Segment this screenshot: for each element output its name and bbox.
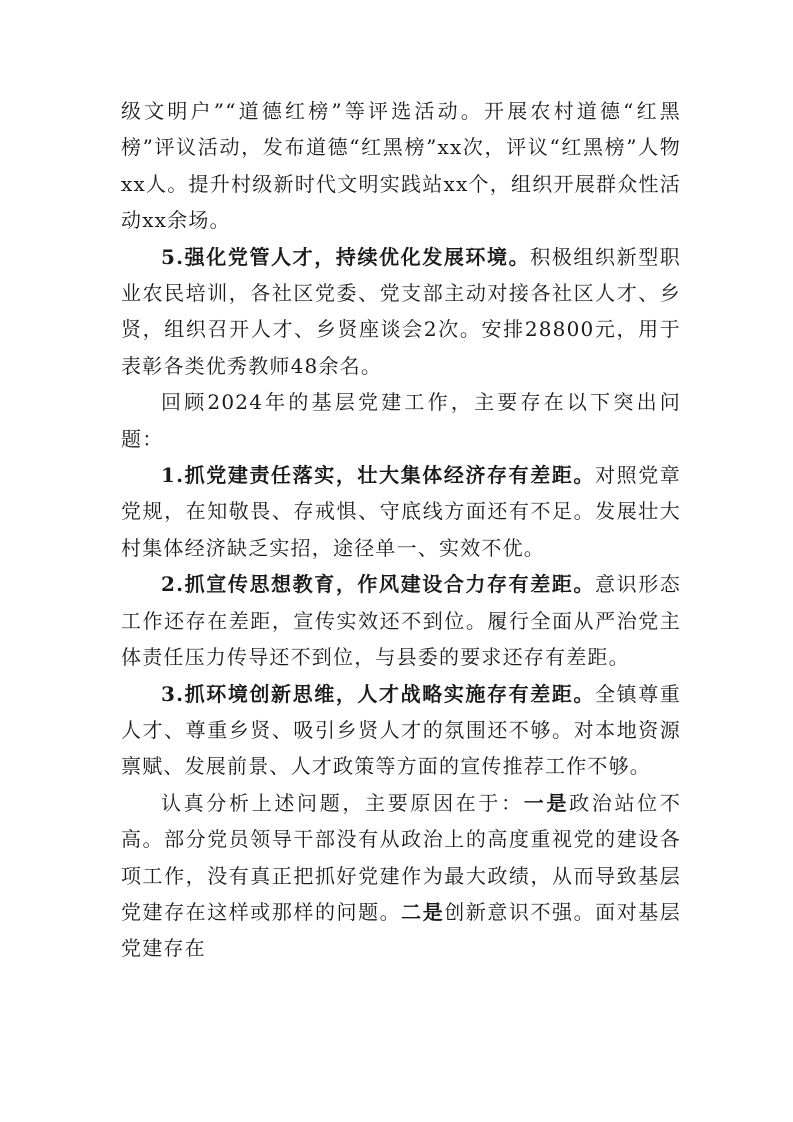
paragraph-text: 积极组织新型职业农民培训，各社区党委、党支部主动对接各社区人才、乡贤，组织召开人才、乡贤座谈会2次。安排28800元，用于表彰各类优秀教师48余名。 [121,244,681,378]
paragraph-text: 全镇尊重人才、尊重乡贤、吸引乡贤人才的氛围还不够。对本地资源禀赋、发展前景、人才政策等方面的宣传推荐工作不够。 [121,681,681,779]
document-body [121,93,681,967]
paragraph-lead-bold: 1.抓党建责任落实，壮大集体经济存有差距。 [161,463,595,488]
paragraph-civilization-activities [121,93,681,239]
paragraph-text: 创新意识不强。面对基层党建存在 [121,899,681,961]
paragraph-text: 认真分析上述问题，主要原因在于： [161,790,524,815]
cause-marker-bold: 二是 [401,899,445,924]
paragraph-lead-bold: 3.抓环境创新思维，人才战略实施存有差距。 [161,681,595,706]
paragraph-review-intro [121,384,681,457]
paragraph-text: 政治站位不高。部分党员领导干部没有从政治上的高度重视党的建设各项工作，没有真正把抓好党建作为最大政绩，从而导致基层党建存在这样或那样的问题。 [121,790,682,924]
paragraph-text: 对照党章党规，在知敬畏、存戒惧、守底线方面还有不足。发展壮大村集体经济缺乏实招，途径单一、实效不优。 [121,463,681,560]
paragraph-lead-bold: 5.强化党管人才，持续优化发展环境。 [161,244,531,269]
paragraph-text: 意识形态工作还存在差距，宣传实效还不到位。履行全面从严治党主体责任压力传导还不到位，与县委的要求还存有差距。 [121,572,681,670]
cause-marker-bold: 一是 [523,790,570,815]
paragraph-talent-management [121,239,681,385]
paragraph-problem-1 [121,457,681,566]
paragraph-problem-2 [121,566,681,675]
paragraph-text: 级文明户”“道德红榜”等评选活动。开展农村道德“红黑榜”评议活动，发布道德“红黑榜”xx次，评议“红黑榜”人物xx人。提升村级新时代文明实践站xx个，组织开展群众性活动xx余场。 [121,99,681,233]
paragraph-lead-bold: 2.抓宣传思想教育，作风建设合力存有差距。 [161,572,595,597]
paragraph-cause-analysis [121,785,681,967]
paragraph-text: 回顾2024年的基层党建工作，主要存在以下突出问题： [121,390,681,451]
paragraph-problem-3 [121,676,681,785]
